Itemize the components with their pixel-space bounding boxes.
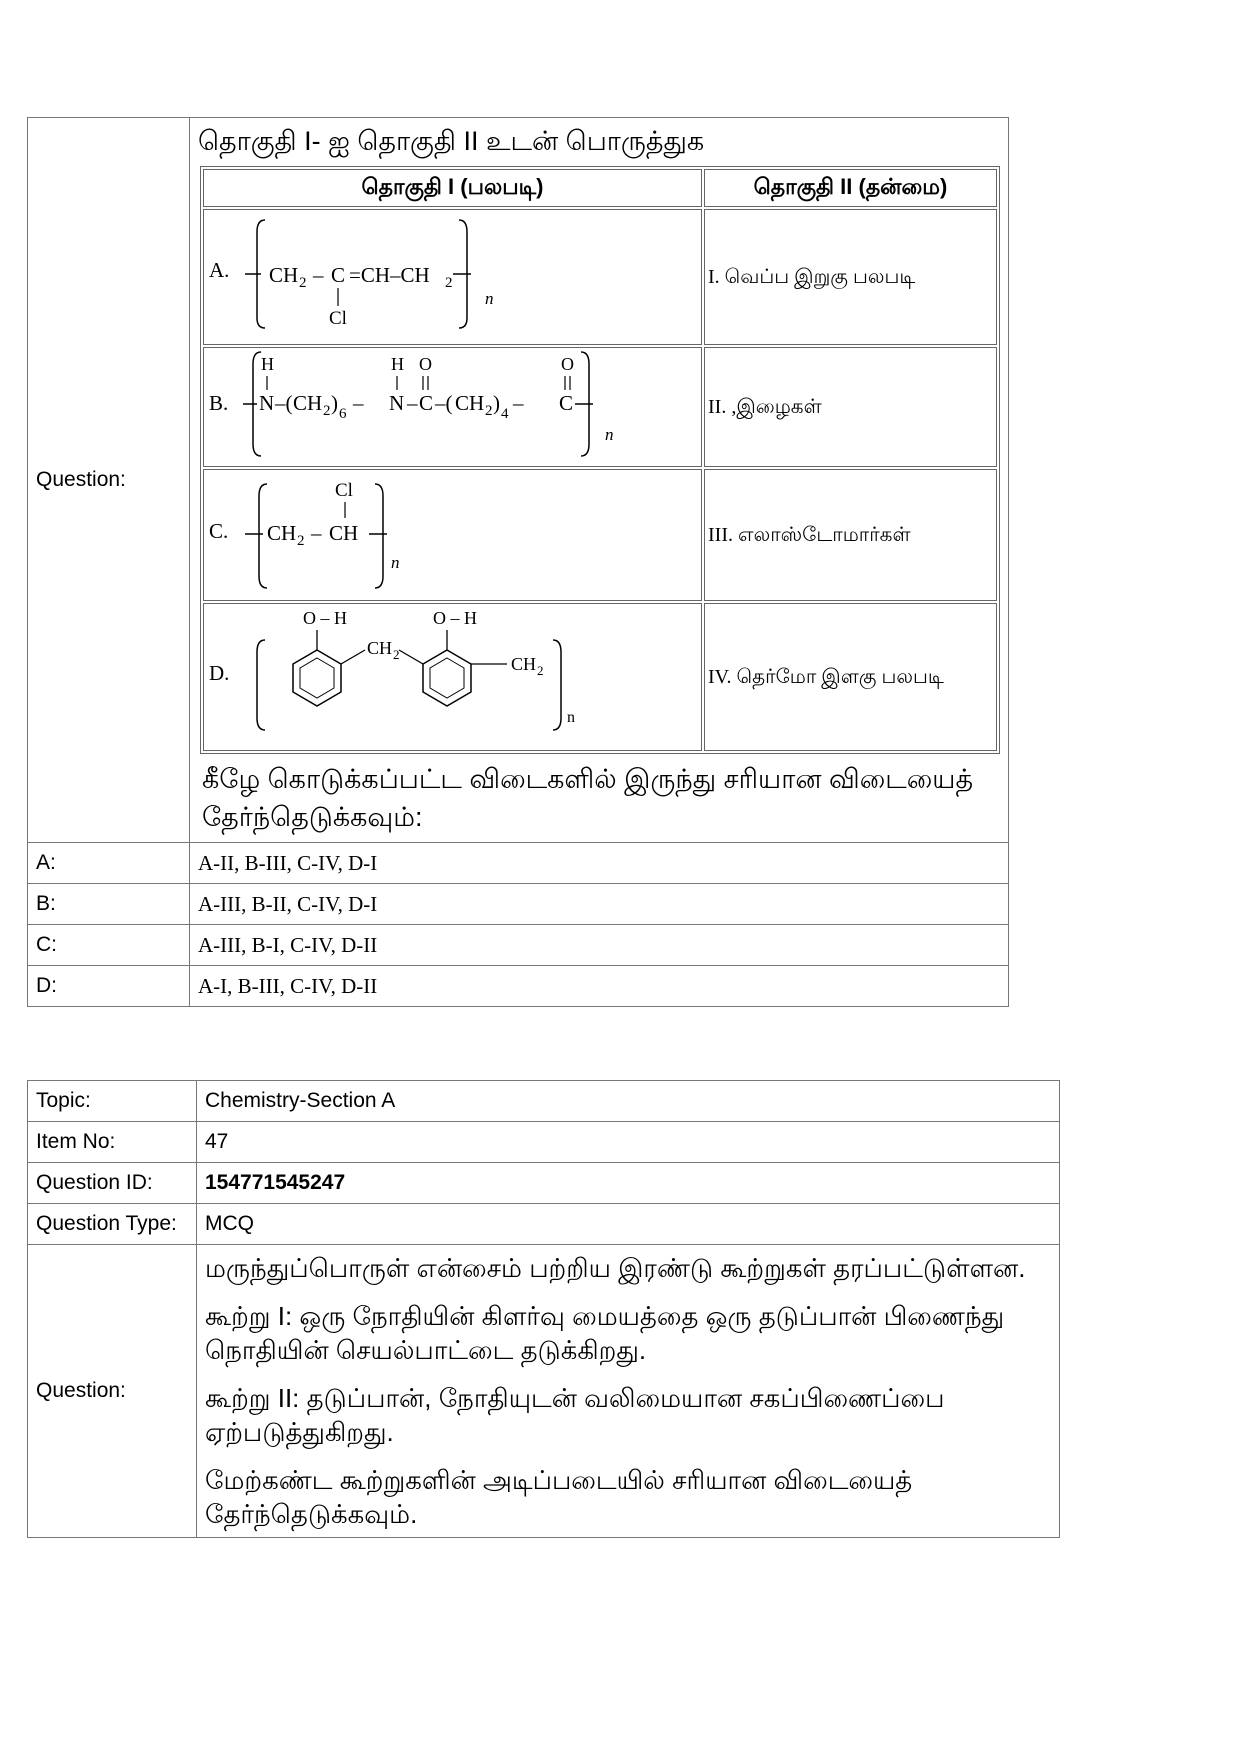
svg-text:CH: CH xyxy=(267,521,297,545)
svg-text:2: 2 xyxy=(297,533,305,549)
pvc-structure xyxy=(207,470,697,594)
question-1-table xyxy=(27,117,1009,1007)
svg-text:C: C xyxy=(331,263,346,287)
svg-text:Cl: Cl xyxy=(335,480,353,501)
svg-text:2: 2 xyxy=(445,275,453,291)
topic-label: Topic: xyxy=(28,1081,197,1122)
row-letter: B. xyxy=(209,391,229,415)
svg-text:–: – xyxy=(353,391,364,415)
polymer-a-cell xyxy=(203,209,702,345)
question-content xyxy=(197,1245,1060,1538)
question-intro: தொகுதி I- ஐ தொகுதி II உடன் பொருத்துக xyxy=(198,126,705,156)
svg-text:–(: –( xyxy=(275,391,293,415)
bakelite-structure xyxy=(207,604,697,744)
option-label: A: xyxy=(28,843,190,884)
property-3: III. எலாஸ்டோமார்கள் xyxy=(704,469,997,601)
svg-text:N: N xyxy=(389,391,405,415)
svg-text:O – H: O – H xyxy=(303,608,347,628)
svg-text:): ) xyxy=(331,391,338,415)
svg-text:–(: –( xyxy=(435,391,453,415)
match-header-column-1: தொகுதி I (பலபடி) xyxy=(203,169,702,207)
polymer-d-cell xyxy=(203,603,702,751)
svg-text:n: n xyxy=(485,289,494,308)
svg-text:–: – xyxy=(407,391,418,415)
svg-text:): ) xyxy=(493,391,500,415)
svg-text:CH: CH xyxy=(293,391,323,415)
neoprene-structure xyxy=(207,210,697,338)
svg-text:Cl: Cl xyxy=(329,308,347,329)
item-no-value: 47 xyxy=(197,1122,1060,1163)
svg-text:–: – xyxy=(311,521,322,545)
svg-text:N: N xyxy=(259,391,275,415)
svg-text:2: 2 xyxy=(485,403,493,419)
question-type-value: MCQ xyxy=(197,1204,1060,1245)
polymer-c-cell xyxy=(203,469,702,601)
question-id-label: Question ID: xyxy=(28,1163,197,1204)
option-d-text: A-I, B-III, C-IV, D-II xyxy=(190,966,1009,1007)
row-letter: C. xyxy=(209,519,229,543)
svg-text:6: 6 xyxy=(339,406,347,422)
svg-text:–: – xyxy=(313,263,324,287)
question-2-table xyxy=(27,1080,1060,1538)
statement-2: கூற்று II: தடுப்பான், நோதியுடன் வலிமையான சகப்பிணைப்பை ஏற்படுத்துகிறது. xyxy=(205,1383,945,1447)
question-type-label: Question Type: xyxy=(28,1204,197,1245)
svg-text:CH: CH xyxy=(511,654,537,674)
svg-text:4: 4 xyxy=(501,406,509,422)
svg-text:C: C xyxy=(559,391,574,415)
svg-text:O: O xyxy=(561,354,574,374)
property-1: I. வெப்ப இறுகு பலபடி xyxy=(704,209,997,345)
svg-text:CH: CH xyxy=(269,263,299,287)
svg-text:CH: CH xyxy=(329,521,359,545)
svg-text:n: n xyxy=(567,709,575,726)
polymer-b-cell xyxy=(203,347,702,467)
row-letter: A. xyxy=(209,258,230,282)
option-label: D: xyxy=(28,966,190,1007)
svg-text:2: 2 xyxy=(393,647,400,662)
svg-text:–: – xyxy=(513,391,524,415)
svg-text:2: 2 xyxy=(299,275,307,291)
option-b-text: A-III, B-II, C-IV, D-I xyxy=(190,884,1009,925)
statement-1: கூற்று I: ஒரு நோதியின் கிளர்வு மையத்தை ஒரு தடுப்பான் பிணைந்து நொதியின் செயல்பாட்டை தடுக்கிறது. xyxy=(205,1301,1005,1365)
match-table xyxy=(200,166,1000,754)
property-4: IV. தெர்மோ இளகு பலபடி xyxy=(704,603,997,751)
row-letter: D. xyxy=(209,661,230,685)
svg-text:CH: CH xyxy=(367,638,393,658)
option-c-text: A-III, B-I, C-IV, D-II xyxy=(190,925,1009,966)
svg-text:C: C xyxy=(419,391,434,415)
option-label: C: xyxy=(28,925,190,966)
question-label: Question: xyxy=(28,118,190,843)
topic-value: Chemistry-Section A xyxy=(197,1081,1060,1122)
match-header-column-2: தொகுதி II (தன்மை) xyxy=(704,169,997,207)
option-label: B: xyxy=(28,884,190,925)
question-content xyxy=(190,118,1009,843)
svg-text:n: n xyxy=(391,553,400,572)
property-2: II. ,இழைகள் xyxy=(704,347,997,467)
question-paragraph: மருந்துப்பொருள் என்சைம் பற்றிய இரண்டு கூற்றுகள் தரப்பட்டுள்ளன. xyxy=(205,1253,1026,1283)
svg-text:n: n xyxy=(605,425,614,444)
svg-text:2: 2 xyxy=(323,403,331,419)
item-no-label: Item No: xyxy=(28,1122,197,1163)
question-instruction: மேற்கண்ட கூற்றுகளின் அடிப்படையில் சரியான விடையைத் தேர்ந்தெடுக்கவும். xyxy=(205,1465,913,1529)
svg-text:H: H xyxy=(391,354,404,374)
question-id-value: 154771545247 xyxy=(197,1163,1060,1204)
option-a-text: A-II, B-III, C-IV, D-I xyxy=(190,843,1009,884)
svg-text:CH: CH xyxy=(455,391,485,415)
svg-text:O – H: O – H xyxy=(433,608,477,628)
question-label: Question: xyxy=(28,1245,197,1538)
svg-text:2: 2 xyxy=(537,663,544,678)
svg-text:O: O xyxy=(419,354,432,374)
nylon-structure xyxy=(207,348,697,460)
answer-instruction: கீழே கொடுக்கப்பட்ட விடைகளில் இருந்து சரியான விடையைத் தேர்ந்தெடுக்கவும்: xyxy=(202,764,974,832)
svg-text:H: H xyxy=(261,354,274,374)
svg-text:=CH–CH: =CH–CH xyxy=(349,263,430,287)
